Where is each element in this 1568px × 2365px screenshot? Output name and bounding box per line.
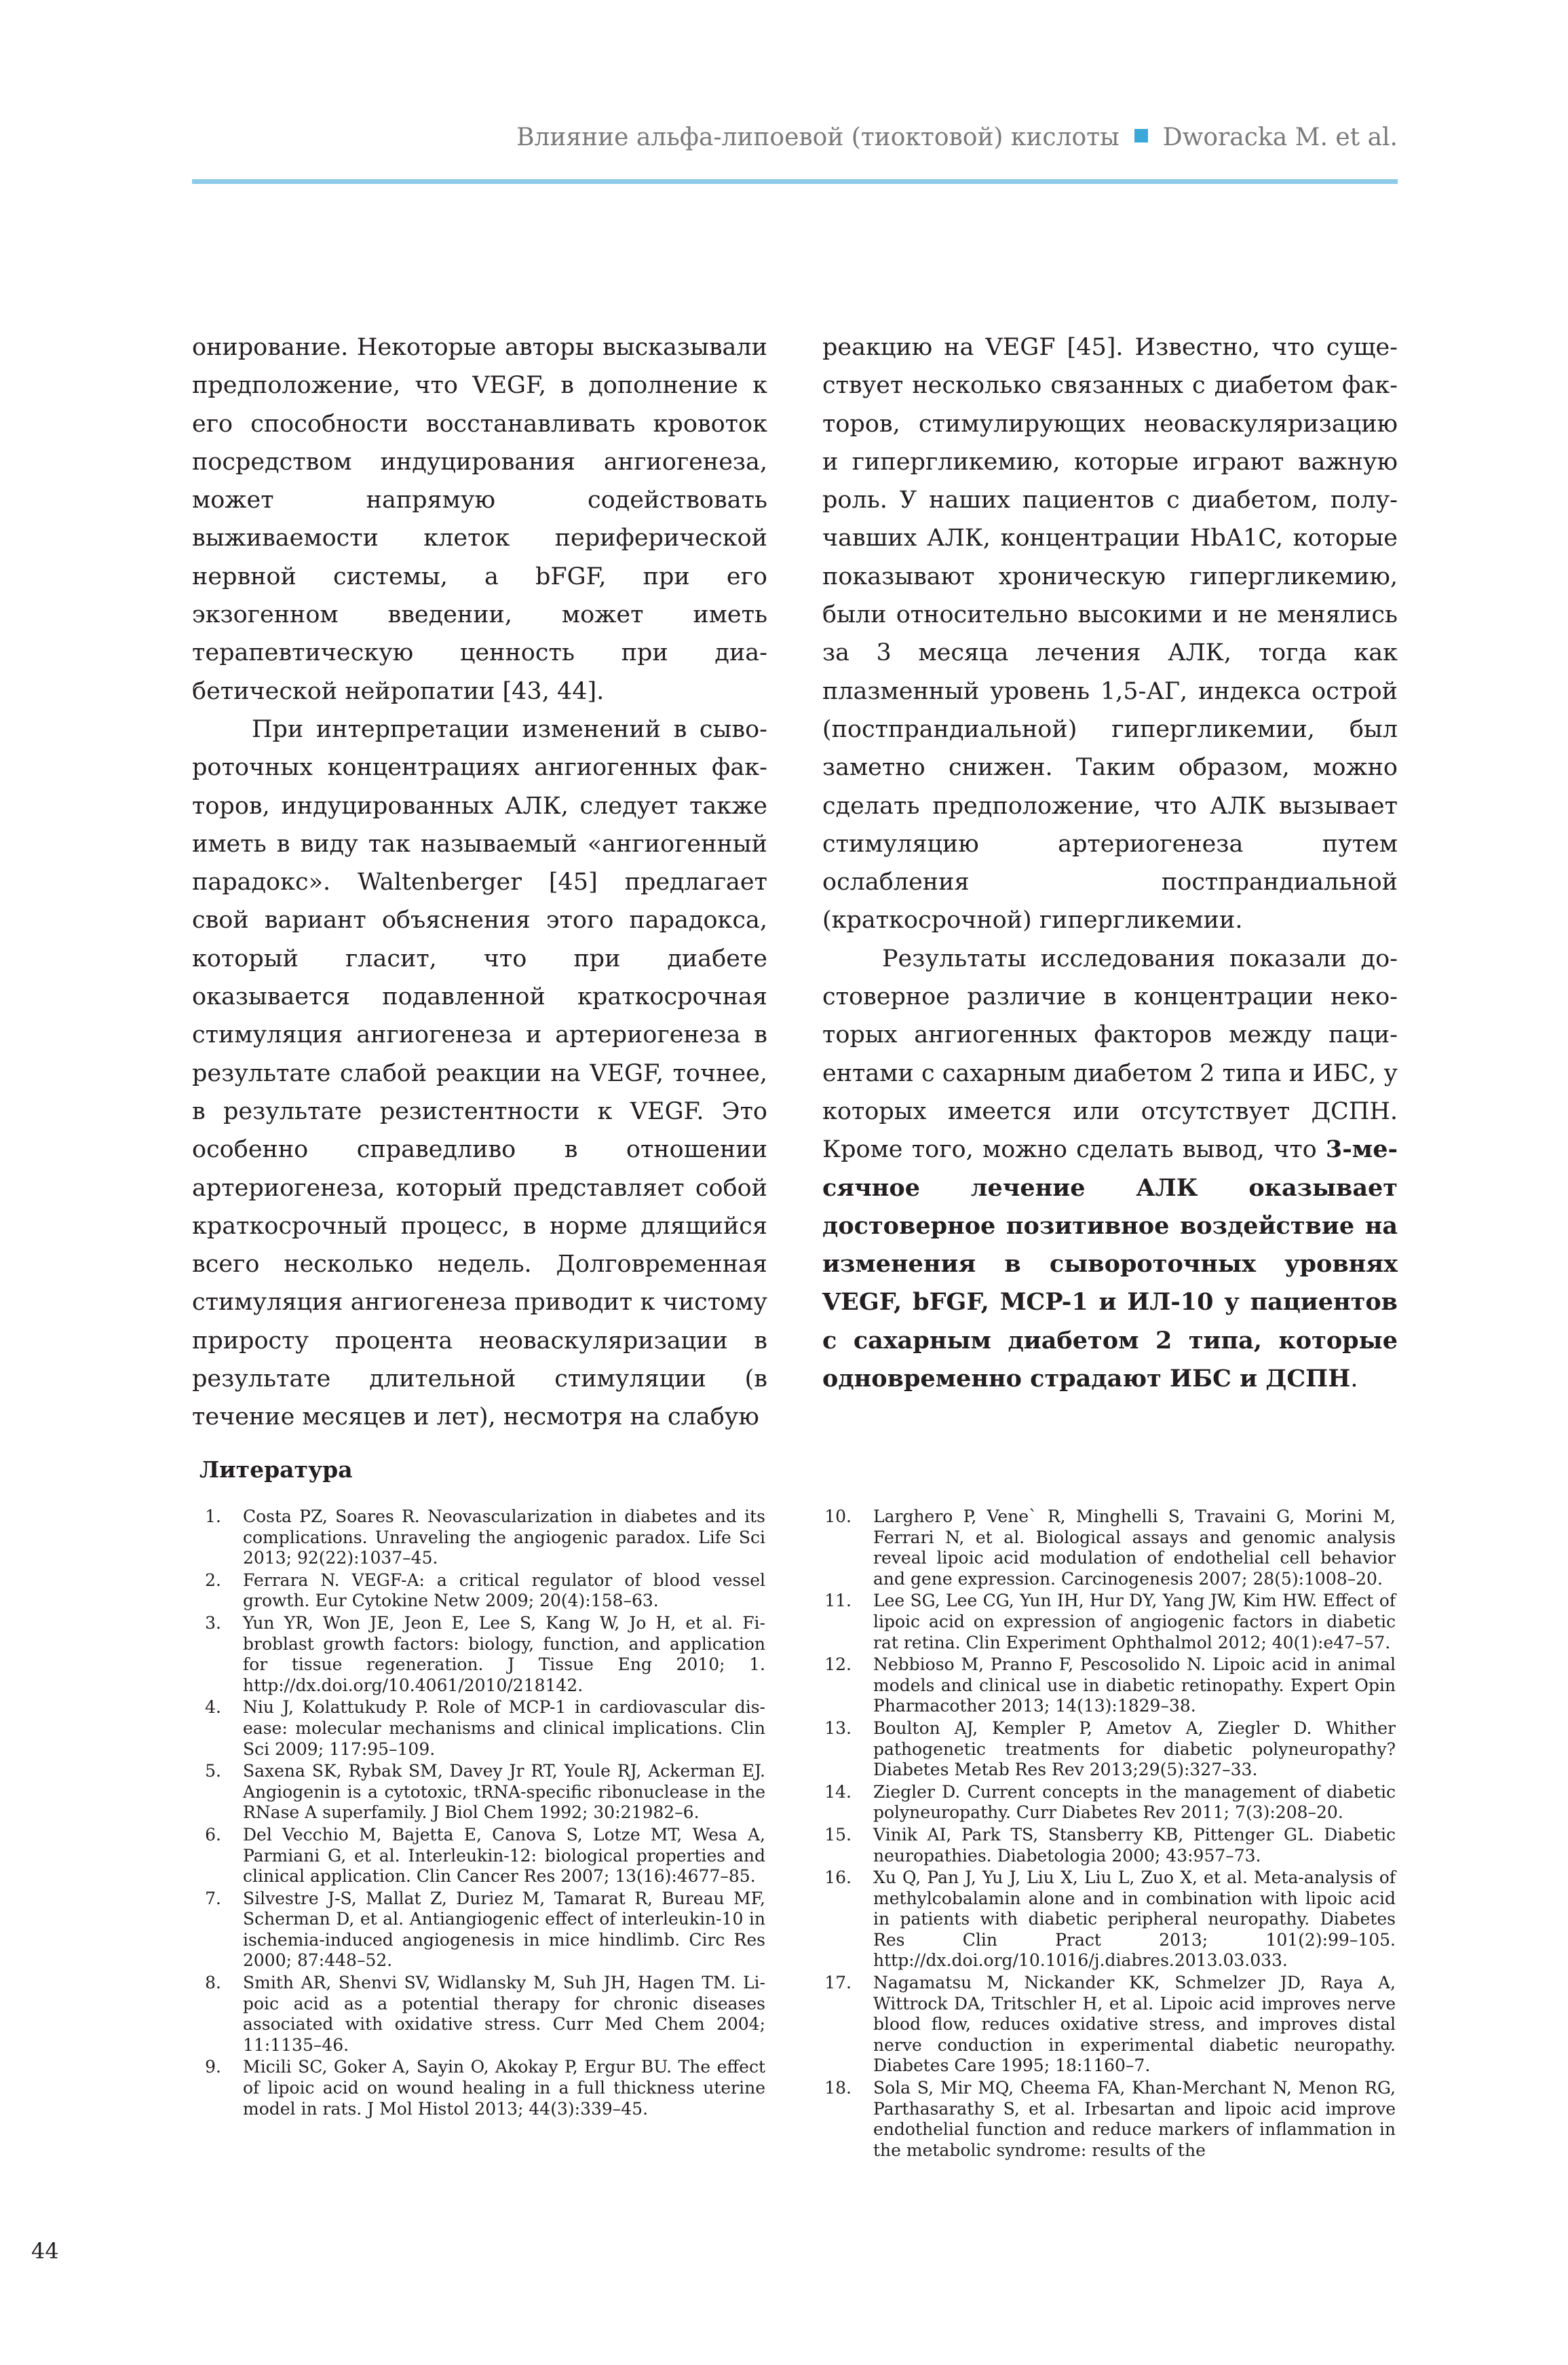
reference-number: 8. bbox=[205, 1973, 221, 1993]
reference-number: 16. bbox=[824, 1868, 852, 1888]
reference-item bbox=[822, 1868, 1396, 1971]
reference-number: 7. bbox=[205, 1888, 221, 1908]
reference-text: Sola S, Mir MQ, Cheema FA, Khan-Merchant N, Menon RG, Parthasarathy S, et al. Irbesartan and lipoic acid improve endothelial function and reduce markers of inflammation in the metabolic syndrome: results of the bbox=[873, 2078, 1396, 2160]
reference-number: 10. bbox=[824, 1507, 852, 1526]
reference-number: 18. bbox=[824, 2078, 852, 2098]
reference-text: Nagamatsu M, Nickander KK, Schmelzer JD, Raya A, Wittrock DA, Tritschler H, et al. Lipoic acid improves nerve blood flow, reduces oxidative stress, and improves distal nerve conduction in experimental diabetic neuropathy. Diabetes Care 1995; 18:1160–7. bbox=[873, 1973, 1396, 2076]
body-column-right bbox=[822, 328, 1398, 1398]
reference-item bbox=[822, 1591, 1396, 1653]
reference-number: 6. bbox=[205, 1824, 221, 1844]
reference-text: Larghero P, Vene` R, Minghelli S, Travaini G, Morini M, Ferrari N, et al. Biological assays and genomic analysis reveal lipoic acid modulation of endothelial cell behavior and gene expression. Carcinogenesis 2007; 28(5):1008–20. bbox=[873, 1507, 1396, 1589]
reference-item bbox=[192, 1973, 765, 2056]
paragraph: реакцию на VEGF [45]. Известно, что существует несколько связанных с диабетом факторов, стимулирующих неоваскуляризацию и гипергликемию, которые играют важную роль. У наших пациентов с диабетом, получавших АЛК, концентрации HbA1C, которые показывают хроническую гипергликемию, были относительно высокими и не менялись за 3 месяца лечения АЛК, тогда как плазменный уровень 1,5-АГ, индекса острой (постпрандиальной) гипергликемии, был заметно снижен. Таким образом, можно сделать предположение, что АЛК вызывает стимуляцию артериогенеза путем ослабления постпрандиальной (краткосрочной) гипергликемии. bbox=[822, 334, 1398, 934]
reference-item bbox=[192, 2057, 765, 2119]
running-header bbox=[192, 124, 1398, 164]
reference-item bbox=[192, 1570, 765, 1612]
reference-text: Lee SG, Lee CG, Yun IH, Hur DY, Yang JW, Kim HW. Effect of lipoic acid on expression of angiogenic factors in diabetic rat retina. Clin Experiment Ophthalmol 2012; 40(1):e47–57. bbox=[873, 1591, 1396, 1652]
reference-list-right bbox=[822, 1507, 1396, 2162]
reference-item bbox=[822, 1507, 1396, 1589]
paragraph: онирование. Некоторые авторы высказывали предположение, что VEGF, в дополнение к его способности восстанавливать кровоток посредством индуцирования ангиогенеза, может напрямую содействовать выживаемости клеток периферической нервной системы, а bFGF, при его экзогенном введении, может иметь терапевтическую ценность при диабетической нейропатии [43, 44]. bbox=[192, 334, 767, 705]
reference-item bbox=[822, 1718, 1396, 1781]
reference-number: 14. bbox=[824, 1781, 852, 1802]
reference-text: Saxena SK, Rybak SM, Davey Jr RT, Youle RJ, Ackerman EJ. Angiogenin is a cytotoxic, tRNA-specific ribonuclease in the RNase A superfamily. J Biol Chem 1992; 30:21982–6. bbox=[243, 1761, 765, 1823]
paragraph: При интерпретации изменений в сывороточных концентрациях ангиогенных факторов, индуцированных АЛК, следует также иметь в виду так называемый «ангиогенный парадокс». Waltenberger [45] предлагает свой вариант объяснения этого парадокса, который гласит, что при диабете оказывается подавленной краткосрочная стимуляция ангиогенеза и артериогенеза в результате слабой реакции на VEGF, точнее, в результате резистентности к VEGF. Это особенно справедливо в отношении артериогенеза, который представляет собой краткосрочный процесс, в норме длящийся всего несколько недель. Долговременная стимуляция ангиогенеза приводит к чистому приросту процента неоваскуляризации в результате длительной стимуляции (в течение месяцев и лет), несмотря на слабую bbox=[192, 715, 767, 1431]
reference-item bbox=[822, 1654, 1396, 1717]
reference-text: Smith AR, Shenvi SV, Widlansky M, Suh JH, Hagen TM. Lipoic acid as a potential therapy for chronic diseases associated with oxidative stress. Curr Med Chem 2004; 11:1135–46. bbox=[243, 1973, 765, 2055]
reference-item bbox=[192, 1507, 765, 1569]
reference-list-left bbox=[192, 1507, 765, 2121]
reference-item bbox=[192, 1761, 765, 1823]
page-number: 44 bbox=[31, 2238, 59, 2264]
reference-item bbox=[822, 2078, 1396, 2161]
reference-text: Micili SC, Goker A, Sayin O, Akokay P, Ergur BU. The effect of lipoic acid on wound healing in a full thickness uterine model in rats. J Mol Histol 2013; 44(3):339–45. bbox=[243, 2057, 765, 2119]
reference-number: 15. bbox=[824, 1824, 852, 1844]
reference-text: Costa PZ, Soares R. Neovascularization in diabetes and its complications. Unraveling the angiogenic paradox. Life Sci 2013; 92(22):1037–45. bbox=[243, 1507, 765, 1568]
reference-text: Boulton AJ, Kempler P, Ametov A, Ziegler D. Whither pathogenetic treatments for diabetic polyneuropathy? Diabetes Metab Res Rev 2013;29(5):327–33. bbox=[873, 1718, 1396, 1780]
reference-text: Niu J, Kolattukudy P. Role of MCP-1 in cardiovascular disease: molecular mechanisms and clinical implications. Clin Sci 2009; 117:95–109. bbox=[243, 1697, 765, 1759]
reference-number: 5. bbox=[205, 1761, 221, 1781]
reference-text: Vinik AI, Park TS, Stansberry KB, Pittenger GL. Diabetic neuropathies. Diabetologia 2000; 43:957–73. bbox=[873, 1824, 1396, 1866]
reference-number: 1. bbox=[205, 1507, 221, 1526]
reference-text: Xu Q, Pan J, Yu J, Liu X, Liu L, Zuo X, et al. Meta-analysis of methylcobalamin alone and in combination with lipoic acid in patients with diabetic peripheral neuropathy. Diabetes Res Clin Pract 2013; 101(2):99–105. http://dx.doi.org/10.1016/j.diabres.2013.03.033. bbox=[873, 1868, 1396, 1971]
reference-text: Yun YR, Won JE, Jeon E, Lee S, Kang W, Jo H, et al. Fibroblast growth factors: biology, function, and application for tissue regeneration. J Tissue Eng 2010; 1. http://dx.doi.org/10.4061/2010/218142. bbox=[243, 1612, 765, 1695]
reference-text: Del Vecchio M, Bajetta E, Canova S, Lotze MT, Wesa A, Parmiani G, et al. Interleukin-12: biological properties and clinical application. Clin Cancer Res 2007; 13(16):4677–85. bbox=[243, 1824, 765, 1887]
reference-item bbox=[192, 1889, 765, 1971]
header-rule bbox=[192, 179, 1398, 184]
reference-text: Ziegler D. Current concepts in the management of diabetic polyneuropathy. Curr Diabetes Rev 2011; 7(3):208–20. bbox=[873, 1781, 1396, 1823]
reference-item bbox=[822, 1825, 1396, 1866]
conclusion-end: . bbox=[1350, 1365, 1358, 1393]
reference-number: 9. bbox=[205, 2057, 221, 2077]
reference-item bbox=[822, 1782, 1396, 1823]
running-header-title: Влияние альфа-липоевой (тиоктовой) кислоты bbox=[516, 124, 1120, 151]
reference-number: 12. bbox=[824, 1654, 852, 1675]
reference-text: Ferrara N. VEGF-A: a critical regulator of blood vessel growth. Eur Cytokine Netw 2009; 20(4):158–63. bbox=[243, 1570, 765, 1611]
reference-number: 11. bbox=[824, 1591, 852, 1611]
reference-number: 3. bbox=[205, 1612, 221, 1633]
square-bullet-icon bbox=[1134, 129, 1148, 143]
conclusion-bold-text: 3-месячное лечение АЛК оказывает достоверное позитивное воздействие на изменения в сывороточных уровнях VEGF, bFGF, MCP-1 и ИЛ-10 у пациентов с сахарным диабетом 2 типа, которые одновременно страдают ИБС и ДСПН bbox=[822, 1135, 1398, 1393]
reference-text: Silvestre J-S, Mallat Z, Duriez M, Tamarat R, Bureau MF, Scherman D, et al. Antiangiogenic effect of interleukin-10 in ischemia-induced angiogenesis in mice hindlimb. Circ Res 2000; 87:448–52. bbox=[243, 1888, 765, 1971]
running-header-authors: Dworacka M. et al. bbox=[1162, 124, 1398, 151]
reference-item bbox=[192, 1825, 765, 1887]
conclusion-text: Результаты исследования показали достоверное различие в концентрации некоторых ангиогенных факторов между пациентами с сахарным диабетом 2 типа и ИБС, у которых имеется или отсутствует ДСПН. Кроме того, можно сделать вывод, что bbox=[822, 945, 1398, 1164]
reference-item bbox=[192, 1613, 765, 1696]
reference-text: Nebbioso M, Pranno F, Pescosolido N. Lipoic acid in animal models and clinical use in diabetic retinopathy. Expert Opin Pharmacother 2013; 14(13):1829–38. bbox=[873, 1654, 1396, 1716]
body-column-left bbox=[192, 328, 767, 1437]
reference-number: 17. bbox=[824, 1973, 852, 1993]
literature-heading: Литература bbox=[199, 1456, 353, 1483]
reference-number: 4. bbox=[205, 1697, 221, 1718]
reference-number: 13. bbox=[824, 1718, 852, 1738]
reference-item bbox=[192, 1697, 765, 1760]
reference-item bbox=[822, 1973, 1396, 2077]
paragraph-conclusion bbox=[822, 940, 1398, 1399]
reference-number: 2. bbox=[205, 1570, 221, 1590]
